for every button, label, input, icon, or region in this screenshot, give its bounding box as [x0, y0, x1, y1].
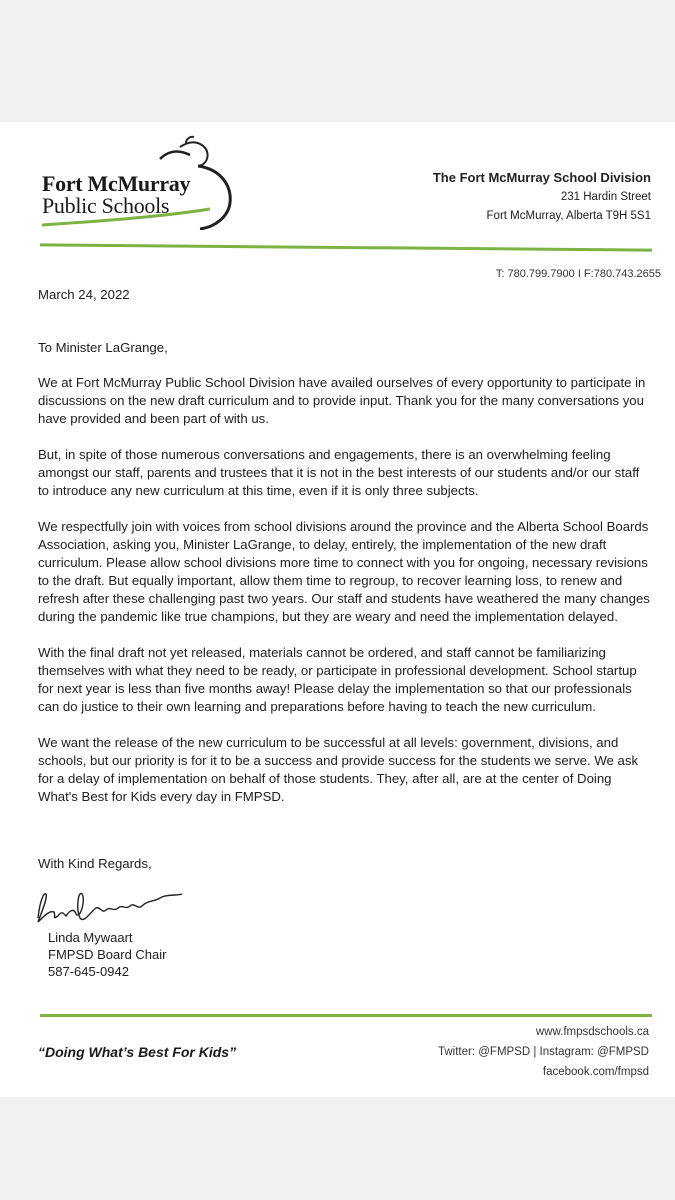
footer-facebook: facebook.com/fmpsd: [542, 1066, 649, 1078]
letter-date: March 24, 2022: [38, 287, 130, 302]
phone-fax: T: 780.799.7900 I F:780.743.2655: [495, 268, 661, 280]
footer-slogan: “Doing What’s Best For Kids”: [38, 1044, 237, 1060]
paragraph: But, in spite of those numerous conversations and engagements, there is an overwhelming feeling amongst our staff, parents and trustees that it is not in the best interests of our students and/or our staff to introduce any new curriculum at this time, even if it is only three subjects.: [38, 447, 640, 498]
footer-divider: [40, 1014, 652, 1017]
logo-wordmark-line1: Fort McMurray: [42, 171, 191, 196]
signer-name: Linda Mywaart: [48, 930, 133, 945]
paragraph: We want the release of the new curriculum to be successful at all levels: government, divisions, and schools, but our priority is for it to be a success and provide success for the students we serve. We ask for a delay of implementation on behalf of those students. They, after all, are at the center of Doing What's Best for Kids every day in FMPSD.: [38, 735, 639, 804]
signer-title: FMPSD Board Chair: [48, 947, 167, 962]
logo-wordmark-line2: Public Schools: [42, 193, 170, 218]
footer-website: www.fmpsdschools.ca: [535, 1026, 649, 1038]
paragraph: We respectfully join with voices from school divisions around the province and the Alberta School Boards Association, asking you, Minister LaGrange, to delay, entirely, the implementation of the new draft curriculum. Please allow school divisions more time to connect with you for ongoing, necessary revisions to the draft. But equally important, allow them time to regroup, to recover learning loss, to renew and refresh after these challenging past two years. Our staff and students have weathered the many changes during the pandemic like true champions, but they are weary and need the implementation delayed.: [38, 519, 650, 624]
organization-name: The Fort McMurray School Division: [432, 170, 651, 185]
address-city: Fort McMurray, Alberta T9H 5S1: [486, 210, 651, 222]
paragraph: With the final draft not yet released, materials cannot be ordered, and staff cannot be familiarizing themselves with what they need to be ready, or participate in professional development. School startup for next year is less than five months away! Please delay the implementation so that our professionals can do justice to their own learning and preparations before having to teach the new curriculum.: [38, 645, 637, 714]
address-street: 231 Hardin Street: [560, 191, 651, 203]
signer-phone: 587-645-0942: [48, 964, 129, 979]
signature-block: [48, 929, 166, 980]
paragraph: We at Fort McMurray Public School Division have availed ourselves of every opportunity to participate in discussions on the new draft curriculum and to provide input. Thank you for the many conversations you have provided and been part of with us.: [38, 375, 646, 426]
letter-salutation: To Minister LaGrange,: [38, 340, 168, 355]
signature-icon: [30, 880, 190, 930]
footer-social: Twitter: @FMPSD | Instagram: @FMPSD: [437, 1046, 649, 1058]
letter-closing: With Kind Regards,: [38, 856, 152, 871]
letter-body: [38, 374, 650, 824]
